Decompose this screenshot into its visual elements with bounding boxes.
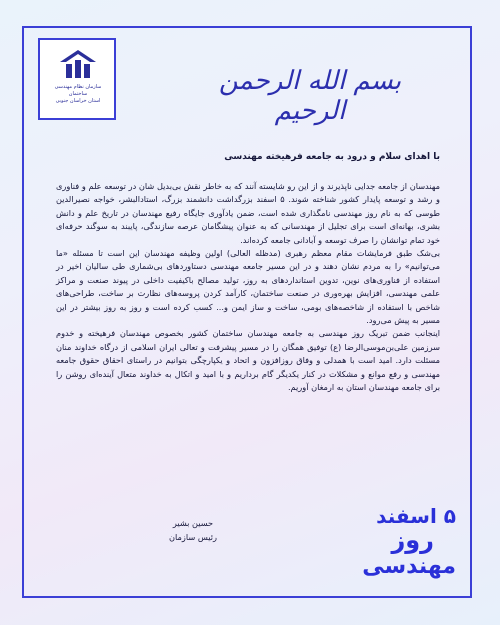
engineering-day-word-day: روز (391, 526, 434, 554)
letter-paragraph: مهندسان از جامعه جدایی ناپذیرند و از این رو شایسته آنند که به خاطر نقش بی‌بدیل شان در توسعه علم و فناوری و رشد و توسعه پایدار کشور شناخته شوند. ۵ اسفند بزرگداشت دانشمند بزرگ، استادالبشر، خواجه نصیرالدین طوسی که به نام روز مهندسی نامگذاری شده است، ضمن یادآوری جایگاه رفیع مهندسان در تاریخ علم و دانش بشری، بهانه‌ای است برای تجلیل از مهندسانی که به عنوان پیشگامان عرصه سازندگی، پایبند به سوگند حرفه‌ای خود تمام توانشان را صرف توسعه و آبادانی جامعه کرده‌اند. (56, 181, 441, 245)
signer-title: رئیس سازمان (169, 532, 217, 542)
organization-name-line1: سازمان نظام مهندسی ساختمان (54, 84, 102, 97)
engineering-day-logo (346, 504, 456, 588)
letter-body (56, 180, 440, 395)
letter-greeting: با اهدای سلام و درود به جامعه فرهیخته مهندسی (224, 152, 440, 162)
signature-block (128, 516, 258, 544)
letter-paragraph: بی‌شک طبق فرمایشات مقام معظم رهبری (مدظله العالی) اولین وظیفه مهندسان این است تا مسئله «ما می‌توانیم» را به مردم نشان دهند و در این مسیر جامعه مهندسی دستاوردهای بی‌شماری طی سالیان اخیر در استفاده از فناوری‌های نوین، تدوین استانداردهای به روز، تولید مصالح باکیفیت داخلی در پیوند صنعت و مراکز علمی مهندسی، افزایش بهره‌وری در صنعت ساختمان، کارآمد کردن پروسه‌های نظارت بر ساخت، طراحی‌های شاخص با استفاده از شاخصه‌های بومی، ساخت و ساز ایمن و... کسب کرده است و روز به روز بیشتر در این مسیر به پیش می‌رود. (56, 248, 440, 326)
organization-name-line2: استان خراسان جنوبی (55, 98, 101, 104)
signer-name: حسین بشیر (172, 518, 214, 528)
building-emblem-icon (58, 48, 98, 82)
organization-logo (38, 38, 116, 120)
engineering-day-word-engineering: مهندسی (362, 554, 456, 579)
engineering-day-date: ۵ اسفند (376, 504, 456, 528)
letter-paragraph: اینجانب ضمن تبریک روز مهندسی به جامعه مهندسان ساختمان کشور بخصوص مهندسان فرهیخته و خدوم سرزمین علی‌بن‌موسی‌الرضا (ع) توفیق همگان را در مسیر پیشرفت و تعالی ایران اسلامی از درگاه خداوند منان مسئلت دارد. امید است با همدلی و وفاق روزافزون و اتحاد و یکپارچگی بتوانیم در راستای احقاق حقوق جامعه مهندسی و رفع موانع و مشکلات در کنار یکدیگر گام برداریم و با امید و اتکال به خداوند متعال آینده‌ای روشن را برای جامعه مهندسان استان به ارمغان آوریم. (56, 328, 440, 393)
basmala-heading: بسم الله الرحمن الرحیم (218, 66, 402, 126)
organization-name (46, 84, 110, 105)
